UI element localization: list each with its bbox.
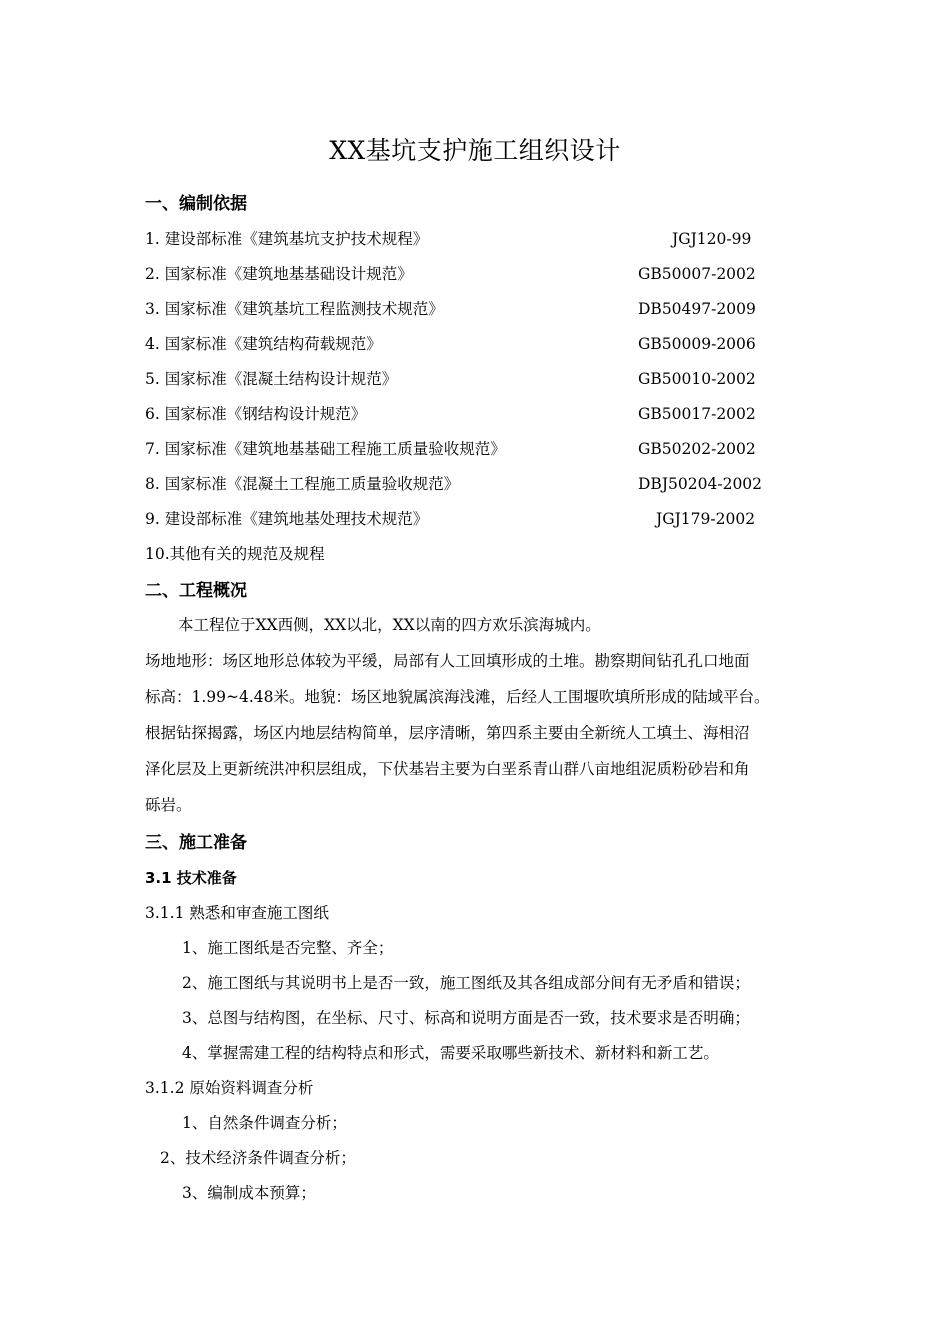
- reference-row: [145, 228, 755, 250]
- section-heading-overview: 二、工程概况: [145, 581, 247, 601]
- reference-code: GB50009-2006: [638, 335, 756, 353]
- reference-name: 2. 国家标准《建筑地基基础设计规范》: [145, 265, 413, 283]
- reference-code: DB50497-2009: [638, 300, 756, 318]
- list-item: 1、自然条件调查分析；: [182, 1114, 347, 1132]
- document-title: XX基坑支护施工组织设计: [329, 136, 621, 165]
- reference-name: 7. 国家标准《建筑地基基础工程施工质量验收规范》: [145, 440, 506, 458]
- reference-row: [145, 368, 755, 390]
- reference-row: [145, 438, 755, 460]
- list-item: 4、掌握需建工程的结构特点和形式，需要采取哪些新技术、新材料和新工艺。: [182, 1044, 719, 1062]
- reference-code: GB50202-2002: [638, 440, 756, 458]
- reference-row: [145, 508, 755, 530]
- reference-name: 3. 国家标准《建筑基坑工程监测技术规范》: [145, 300, 444, 318]
- paragraph-line: 砾岩。: [145, 796, 192, 814]
- overview-terrain-paragraph: [145, 643, 807, 823]
- subsection-heading-tech: 3.1 技术准备: [145, 869, 237, 887]
- reference-code: JGJ120-99: [672, 230, 752, 248]
- reference-name: 6. 国家标准《钢结构设计规范》: [145, 405, 367, 423]
- reference-code: DBJ50204-2002: [638, 475, 763, 493]
- reference-row: [145, 473, 763, 495]
- reference-code: GB50017-2002: [638, 405, 756, 423]
- paragraph-line: 根据钻探揭露，场区内地层结构简单，层序清晰，第四系主要由全新统人工填土、海相沼: [145, 724, 750, 742]
- section-heading-basis: 一、编制依据: [145, 194, 247, 214]
- paragraph-line: 场地地形：场区地形总体较为平缓，局部有人工回填形成的土堆。勘察期间钻孔孔口地面: [145, 652, 750, 670]
- subsection-heading-drawings: 3.1.1 熟悉和审查施工图纸: [145, 904, 329, 922]
- paragraph-line: 泽化层及上更新统洪冲积层组成，下伏基岩主要为白垩系青山群八亩地组泥质粉砂岩和角: [145, 760, 750, 778]
- list-item: 3、编制成本预算；: [182, 1184, 316, 1202]
- list-item: 2、施工图纸与其说明书上是否一致，施工图纸及其各组成部分间有无矛盾和错误；: [182, 974, 750, 992]
- reference-row: [145, 333, 755, 355]
- reference-name: 1. 建设部标准《建筑基坑支护技术规程》: [145, 230, 429, 248]
- reference-name: 9. 建设部标准《建筑地基处理技术规范》: [145, 510, 429, 528]
- reference-row: [145, 298, 755, 320]
- reference-row: [145, 403, 755, 425]
- list-item: 2、技术经济条件调查分析；: [160, 1149, 356, 1167]
- reference-name: 8. 国家标准《混凝土工程施工质量验收规范》: [145, 475, 460, 493]
- list-item: 1、施工图纸是否完整、齐全；: [182, 939, 394, 957]
- section-heading-preparation: 三、施工准备: [145, 833, 247, 853]
- paragraph-line: 标高：1.99~4.48米。地貌：场区地貌属滨海浅滩，后经人工围堰吹填所形成的陆域平台。: [145, 688, 770, 706]
- list-item: 3、总图与结构图，在坐标、尺寸、标高和说明方面是否一致，技术要求是否明确；: [182, 1009, 750, 1027]
- reference-name: 4. 国家标准《建筑结构荷载规范》: [145, 335, 382, 353]
- subsection-heading-survey: 3.1.2 原始资料调查分析: [145, 1079, 314, 1097]
- reference-other: 10.其他有关的规范及规程: [145, 545, 325, 563]
- reference-name: 5. 国家标准《混凝土结构设计规范》: [145, 370, 398, 388]
- reference-code: GB50007-2002: [638, 265, 756, 283]
- reference-row: [145, 263, 755, 285]
- overview-location: 本工程位于XX西侧，XX以北，XX以南的四方欢乐滨海城内。: [178, 616, 601, 634]
- reference-code: GB50010-2002: [638, 370, 756, 388]
- reference-code: JGJ179-2002: [656, 510, 756, 528]
